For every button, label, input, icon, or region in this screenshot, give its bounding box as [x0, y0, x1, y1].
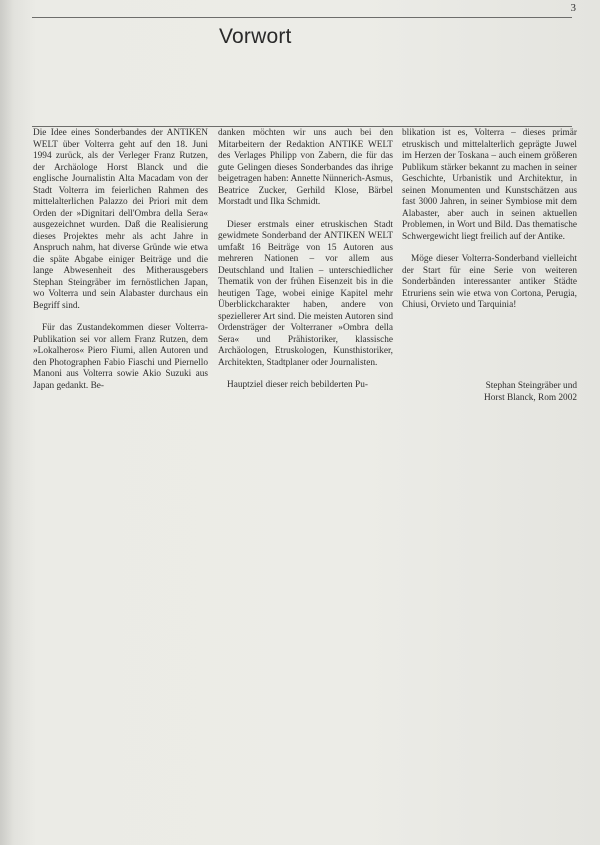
signature-line: Stephan Steingräber und [485, 381, 577, 391]
text-column-3 [402, 128, 577, 312]
signature-line: Horst Blanck, Rom 2002 [484, 392, 577, 403]
paragraph: blikation ist es, Volterra – dieses primär etruskisch und mittelalterlich geprägte Juwel im Herzen der Toskana – auch einem größeren Publikum stärker bekannt zu machen in seiner Geschichte, Urbanistik und Architektur, in seinen Monumenten und Kunstschätzen aus fast 3000 Jahren, in seiner Symbiose mit dem Alabaster, aber auch in seinen aktuellen Problemen, in Wort und Bild. Das thematische Schwergewicht liegt freilich auf der Antike. [402, 128, 577, 242]
paragraph: Die Idee eines Sonderbandes der ANTIKEN WELT über Volterra geht auf den 18. Juni 1994 zurück, als der Verleger Franz Rutzen, der Archäologe Horst Blanck und die englische Journalistin Alta Macadam von der Stadt Volterra im feierlichen Rahmen des mittelalterlichen Palazzo dei Priori mit dem Orden der »Dignitari dell'Ombra della Sera« ausgezeichnet wurden. Daß die Realisierung dieses Projektes mehr als acht Jahre in Anspruch nahm, hat diverse Gründe wie etwa die späte Abgabe einiger Beiträge und die lange Abwesenheit des Mitherausgebers Stephan Steingräber im fernöstlichen Japan, wo Volterra und sein Alabaster durchaus ein Begriff sind. [33, 128, 208, 311]
page-number: 3 [570, 2, 576, 14]
paragraph: Hauptziel dieser reich bebilderten Pu- [227, 380, 368, 390]
paragraph: Für das Zustandekommen dieser Volterra-Publikation sei vor allem Franz Rutzen, dem »Lokalheros« Piero Fiumi, allen Autoren und den Photographen Fabio Fiaschi und Piernello Manoni aus Volterra sowie Akio Suzuki aus Japan gedankt. Be- [33, 323, 208, 391]
paragraph: Möge dieser Volterra-Sonderband vielleicht der Start für eine Serie von weiteren Sonderbänden interessanter antiker Städte Etruriens sein wie etwa von Cortona, Perugia, Chiusi, Orvieto und Tarquinia! [402, 254, 577, 310]
text-column-2 [218, 128, 393, 392]
spine-shadow [0, 0, 14, 845]
paragraph: danken möchten wir uns auch bei den Mitarbeitern der Redaktion ANTIKE WELT des Verlages Philipp von Zabern, die für das gute Gelingen dieses Sonderbandes das ihrige beigetragen haben: Annette Nünnerich-Asmus, Beatrice Zucker, Gerhild Klose, Bärbel Morstadt und Ilka Schmidt. [218, 128, 393, 207]
paragraph: Dieser erstmals einer etruskischen Stadt gewidmete Sonderband der ANTIKEN WELT umfaßt 16 Beiträge von 15 Autoren aus mehreren Nationen – vor allem aus Deutschland und Italien – unterschiedlicher Thematik von der frühen Eisenzeit bis in die heutigen Tage, wobei einige Kapitel mehr Überblickcharakter haben, andere von speziellerer Art sind. Die meisten Autoren sind Ordensträger der Volterraner »Ombra della Sera« und Prähistoriker, klassische Archäologen, Etruskologen, Kunsthistoriker, Architekten, Stadtplaner oder Journalisten. [218, 219, 393, 368]
header-rule [32, 17, 572, 18]
text-column-1 [33, 128, 208, 392]
signature [402, 381, 577, 404]
page-title: Vorwort [219, 25, 292, 48]
title-rule [32, 126, 572, 127]
